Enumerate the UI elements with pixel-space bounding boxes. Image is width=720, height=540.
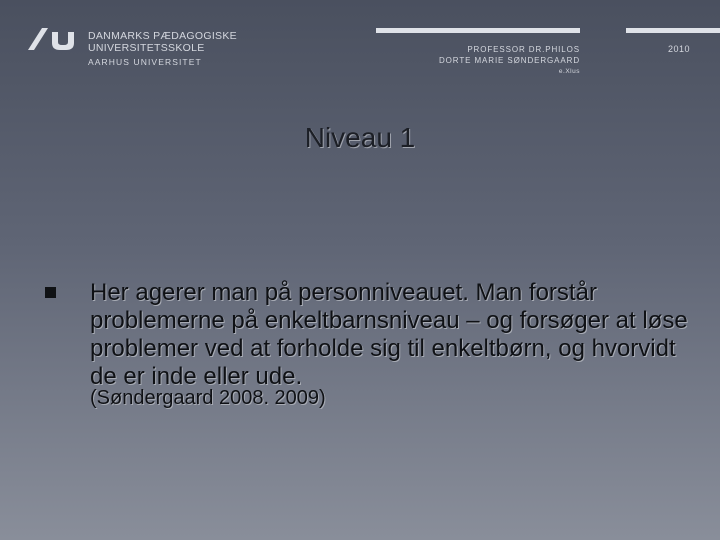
institution-name: [88, 30, 237, 68]
year-label: 2010: [667, 44, 690, 54]
institution-line-2: UNIVERSITETSSKOLE: [88, 42, 205, 54]
au-logo-icon: [26, 26, 76, 52]
professor-line-2: DORTE MARIE SØNDERGAARD: [438, 56, 580, 65]
university-name: AARHUS UNIVERSITET: [88, 57, 202, 67]
professor-info: [439, 44, 580, 77]
institution-line-1: DANMARKS PÆDAGOGISKE: [88, 30, 237, 42]
professor-line-1: PROFESSOR DR.PHILOS: [467, 45, 580, 54]
square-bullet-icon: [45, 287, 56, 298]
bullet-text: Her agerer man på personniveauet. Man forstår problemerne på enkeltbarnsniveau – og forsøger at løse problemer ved at forholde sig til enkeltbørn, og hvorvidt de er inde eller ude.: [90, 279, 688, 390]
header-bar-right: [626, 28, 720, 33]
header-bar-left: [376, 28, 580, 33]
citation: (Søndergaard 2008. 2009): [90, 387, 326, 409]
slide-title: Niveau 1: [304, 122, 416, 153]
professor-sub: e.Xlus: [558, 68, 580, 75]
